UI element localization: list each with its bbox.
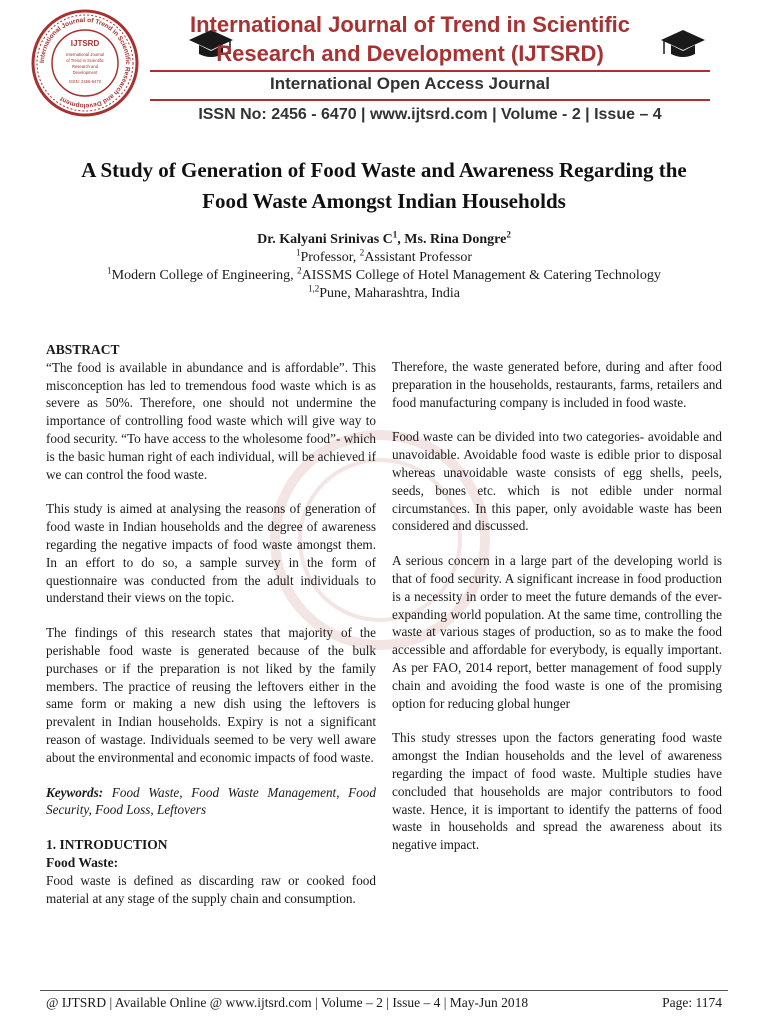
right-column bbox=[392, 358, 722, 871]
abstract-paragraph: “The food is available in abundance and is affordable”. This misconception has led to tremendous food waste which is as severe as 50%. Therefore, one should not undermine the importance of controlling food waste which will give way to food security. “To have access to the wholesome food”- which is the basic human right of each individual, will be achieved if we can control the food waste. bbox=[46, 359, 376, 482]
seal-ring-text: International Journal of Trend in Scientific Research and Development bbox=[38, 16, 132, 110]
footer-citation: @ IJTSRD | Available Online @ www.ijtsrd.com | Volume – 2 | Issue – 4 | May-Jun 2018 bbox=[46, 995, 529, 1010]
abstract-heading: ABSTRACT bbox=[46, 342, 120, 357]
seal-inner-line: Development bbox=[72, 70, 98, 75]
paper-title-line1: A Study of Generation of Food Waste and Awareness Regarding the bbox=[81, 158, 687, 182]
keywords bbox=[46, 784, 376, 820]
author-separator: , bbox=[397, 232, 405, 247]
author-superscript: 2 bbox=[506, 229, 511, 240]
author-roles bbox=[40, 247, 728, 266]
journal-subtitle: International Open Access Journal bbox=[270, 74, 550, 93]
paper-title bbox=[40, 155, 728, 217]
author-superscript: 1 bbox=[392, 229, 398, 240]
affiliation-superscript: 2 bbox=[297, 265, 302, 276]
abstract-paragraph: The findings of this research states that majority of the perishable food waste is generated because of the bulk purchases or if the preparation is not liked by the family members. The practice of reusing the leftovers either in the same form or making a new dish using the leftovers is prevalent in Indian households. Expiry is not a significant reason of wastage. Individuals seemed to be very well aware about the environmental and economic impacts of food waste. bbox=[46, 625, 376, 765]
page-footer bbox=[46, 995, 722, 1011]
footer-divider bbox=[40, 990, 728, 991]
body-paragraph: A serious concern in a large part of the developing world is that of food security. A significant increase in food production is a necessity in order to meet the future demands of the ever-expanding world population. At the same time, controlling the waste at various stages of production, so as to make the food accessible and affordable for everybody, is equally important. As per FAO, 2014 report, better management of food supply chain and avoiding the food waste is one of the promising option for reducing global hunger bbox=[392, 553, 722, 711]
role-text: Professor, bbox=[300, 250, 360, 265]
keywords-text: Food Waste, Food Waste Management, Food Security, Food Loss, Leftovers bbox=[46, 784, 376, 818]
author-name: Ms. Rina Dongre bbox=[404, 232, 507, 247]
location-text: Pune, Maharashtra, India bbox=[319, 286, 460, 301]
header-divider bbox=[150, 99, 710, 101]
body-paragraph: Food waste can be divided into two categories- avoidable and unavoidable. Avoidable food waste is edible prior to disposal whereas unavoidable waste consists of egg shells, peels, seeds, bones etc. which is not edible under normal circumstances. In this paper, only avoidable waste has been considered and discussed. bbox=[392, 429, 722, 534]
body-paragraph: This study stresses upon the factors generating food waste amongst the Indian households and the level of awareness regarding the impact of food waste. Multiple studies have concluded that households are major contributors to food waste. Hence, it is important to identify the patterns of food waste in households and spread the awareness about its negative impact. bbox=[392, 730, 722, 853]
page-number: Page: 1174 bbox=[662, 995, 722, 1010]
svg-text:International Journal of Trend bbox=[39, 17, 131, 109]
body-paragraph: Therefore, the waste generated before, during and after food preparation in the households, restaurants, farms, retailers and food manufacturing company is included in food waste. bbox=[392, 359, 722, 410]
section-heading: 1. INTRODUCTION bbox=[46, 837, 168, 853]
issn-line: ISSN No: 2456 - 6470 | www.ijtsrd.com | Volume - 2 | Issue – 4 bbox=[198, 106, 662, 123]
affiliation-superscript: 1 bbox=[107, 265, 112, 276]
role-superscript: 2 bbox=[359, 247, 365, 258]
author-affiliations bbox=[40, 265, 728, 284]
affiliation-text: Modern College of Engineering, bbox=[111, 268, 298, 283]
seal-inner-line: International Journal bbox=[66, 52, 104, 57]
affiliation-text: AISSMS College of Hotel Management & Catering Technology bbox=[301, 268, 661, 283]
journal-name-line2: Research and Development (IJTSRD) bbox=[216, 41, 604, 66]
seal-inner-line: Research and bbox=[71, 64, 99, 69]
location-superscript: 1,2 bbox=[308, 283, 320, 294]
journal-name-line1: International Journal of Trend in Scientific bbox=[189, 12, 631, 37]
role-superscript: 1 bbox=[295, 247, 301, 258]
ijtsrd-seal-logo bbox=[30, 8, 140, 118]
author-location bbox=[40, 283, 728, 302]
abstract-paragraph: This study is aimed at analysing the reasons of generation of food waste in Indian households and the degree of awareness regarding the negative impacts of food waste amongst them. In an effort to do so, a sample survey in the form of questionnaire was conducted from the adult individuals to understand their views on the topic. bbox=[46, 501, 376, 606]
seal-issn: ISSN: 2456-6470 bbox=[68, 79, 102, 84]
seal-acronym: IJTSRD bbox=[70, 39, 100, 48]
paper-title-line2: Food Waste Amongst Indian Households bbox=[202, 189, 566, 213]
keywords-label: Keywords: bbox=[46, 784, 104, 800]
author-list bbox=[40, 229, 728, 248]
body-paragraph: Food waste is defined as discarding raw or cooked food material at any stage of the supply chain and consumption. bbox=[46, 872, 376, 906]
header-divider bbox=[150, 70, 710, 72]
role-text: Assistant Professor bbox=[364, 250, 473, 265]
seal-inner-line: of Trend in Scientific bbox=[66, 58, 104, 63]
author-name: Dr. Kalyani Srinivas C bbox=[257, 232, 393, 247]
left-column bbox=[46, 341, 376, 924]
subsection-heading: Food Waste: bbox=[46, 854, 119, 870]
